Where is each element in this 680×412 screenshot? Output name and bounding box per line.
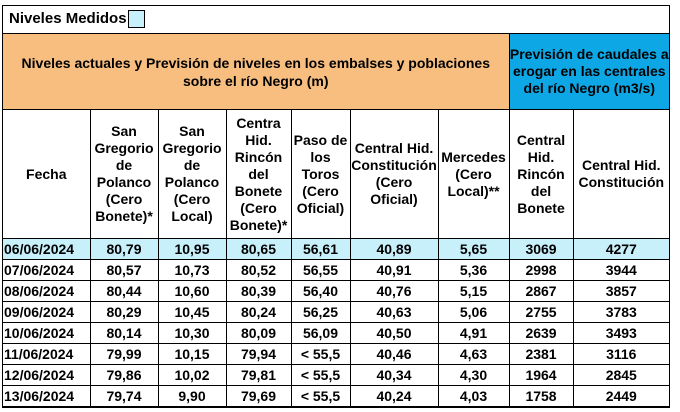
column-header-fecha: Fecha	[3, 110, 90, 239]
cell-fecha: 08/06/2024	[3, 281, 90, 302]
column-header-rincon-del-bonete-level: Centra Hid. Rincón del Bonete (Cero Bonete)*	[226, 110, 291, 239]
cell-constitucion-flow: 3944	[573, 260, 669, 281]
cell-rincon-del-bonete-level: 79,69	[226, 386, 291, 407]
cell-rincon-del-bonete-level: 80,52	[226, 260, 291, 281]
column-header-san-gregorio-cero-bonete: San Gregorio de Polanco (Cero Bonete)*	[90, 110, 158, 239]
table-row	[3, 344, 669, 365]
levels-forecast-table-frame	[2, 5, 670, 408]
cell-paso-de-los-toros: 56,25	[291, 302, 350, 323]
cell-san-gregorio-cero-local: 9,90	[158, 386, 226, 407]
cell-constitucion-flow: 2845	[573, 365, 669, 386]
cell-fecha: 09/06/2024	[3, 302, 90, 323]
levels-group-header: Niveles actuales y Previsión de niveles en los embalses y poblaciones sobre el río Negro (m)	[3, 34, 509, 110]
legend-swatch	[128, 10, 145, 28]
cell-mercedes: 4,30	[438, 365, 509, 386]
column-header-rincon-del-bonete-flow: Central Hid. Rincón del Bonete	[509, 110, 573, 239]
table-row	[3, 260, 669, 281]
cell-constitucion-level: 40,34	[350, 365, 438, 386]
cell-constitucion-flow: 3116	[573, 344, 669, 365]
flows-group-header: Previsión de caudales a erogar en las centrales del río Negro (m3/s)	[509, 34, 669, 110]
cell-fecha: 13/06/2024	[3, 386, 90, 407]
column-header-paso-de-los-toros: Paso de los Toros (Cero Oficial)	[291, 110, 350, 239]
cell-san-gregorio-cero-bonete: 79,74	[90, 386, 158, 407]
cell-rincon-del-bonete-flow: 1758	[509, 386, 573, 407]
cell-san-gregorio-cero-bonete: 80,44	[90, 281, 158, 302]
levels-forecast-table	[3, 34, 669, 407]
cell-san-gregorio-cero-bonete: 80,14	[90, 323, 158, 344]
cell-rincon-del-bonete-level: 79,81	[226, 365, 291, 386]
cell-fecha: 11/06/2024	[3, 344, 90, 365]
column-header-mercedes: Mercedes (Cero Local)**	[438, 110, 509, 239]
cell-constitucion-level: 40,91	[350, 260, 438, 281]
cell-rincon-del-bonete-flow: 2998	[509, 260, 573, 281]
cell-rincon-del-bonete-flow: 2381	[509, 344, 573, 365]
cell-rincon-del-bonete-flow: 2639	[509, 323, 573, 344]
cell-paso-de-los-toros: < 55,5	[291, 344, 350, 365]
cell-mercedes: 5,36	[438, 260, 509, 281]
cell-rincon-del-bonete-level: 80,24	[226, 302, 291, 323]
cell-san-gregorio-cero-local: 10,60	[158, 281, 226, 302]
cell-mercedes: 4,91	[438, 323, 509, 344]
cell-constitucion-level: 40,63	[350, 302, 438, 323]
cell-paso-de-los-toros: < 55,5	[291, 386, 350, 407]
cell-paso-de-los-toros: 56,61	[291, 239, 350, 260]
column-header-san-gregorio-cero-local: San Gregorio de Polanco (Cero Local)	[158, 110, 226, 239]
cell-mercedes: 5,06	[438, 302, 509, 323]
table-row	[3, 365, 669, 386]
cell-constitucion-level: 40,89	[350, 239, 438, 260]
cell-san-gregorio-cero-bonete: 80,57	[90, 260, 158, 281]
cell-constitucion-level: 40,24	[350, 386, 438, 407]
table-row	[3, 302, 669, 323]
cell-san-gregorio-cero-bonete: 79,86	[90, 365, 158, 386]
cell-rincon-del-bonete-flow: 2867	[509, 281, 573, 302]
cell-rincon-del-bonete-flow: 1964	[509, 365, 573, 386]
cell-fecha: 10/06/2024	[3, 323, 90, 344]
cell-constitucion-flow: 3857	[573, 281, 669, 302]
cell-paso-de-los-toros: 56,09	[291, 323, 350, 344]
cell-rincon-del-bonete-flow: 3069	[509, 239, 573, 260]
cell-mercedes: 5,15	[438, 281, 509, 302]
cell-rincon-del-bonete-level: 80,65	[226, 239, 291, 260]
cell-san-gregorio-cero-local: 10,02	[158, 365, 226, 386]
cell-san-gregorio-cero-local: 10,73	[158, 260, 226, 281]
legend-label: Niveles Medidos	[9, 10, 127, 27]
cell-mercedes: 4,63	[438, 344, 509, 365]
cell-constitucion-flow: 3493	[573, 323, 669, 344]
cell-fecha: 06/06/2024	[3, 239, 90, 260]
cell-constitucion-level: 40,46	[350, 344, 438, 365]
cell-san-gregorio-cero-bonete: 80,79	[90, 239, 158, 260]
cell-san-gregorio-cero-bonete: 80,29	[90, 302, 158, 323]
cell-mercedes: 5,65	[438, 239, 509, 260]
cell-san-gregorio-cero-bonete: 79,99	[90, 344, 158, 365]
legend-row	[3, 6, 669, 34]
cell-san-gregorio-cero-local: 10,95	[158, 239, 226, 260]
cell-paso-de-los-toros: < 55,5	[291, 365, 350, 386]
cell-rincon-del-bonete-level: 80,09	[226, 323, 291, 344]
cell-rincon-del-bonete-level: 79,94	[226, 344, 291, 365]
cell-fecha: 12/06/2024	[3, 365, 90, 386]
column-header-constitucion-flow: Central Hid. Constitución	[573, 110, 669, 239]
cell-constitucion-flow: 4277	[573, 239, 669, 260]
table-row	[3, 281, 669, 302]
cell-san-gregorio-cero-local: 10,45	[158, 302, 226, 323]
cell-mercedes: 4,03	[438, 386, 509, 407]
cell-san-gregorio-cero-local: 10,30	[158, 323, 226, 344]
cell-san-gregorio-cero-local: 10,15	[158, 344, 226, 365]
cell-constitucion-flow: 3783	[573, 302, 669, 323]
table-row	[3, 323, 669, 344]
cell-constitucion-level: 40,76	[350, 281, 438, 302]
cell-paso-de-los-toros: 56,55	[291, 260, 350, 281]
table-row	[3, 239, 669, 260]
cell-constitucion-level: 40,50	[350, 323, 438, 344]
cell-paso-de-los-toros: 56,40	[291, 281, 350, 302]
cell-rincon-del-bonete-flow: 2755	[509, 302, 573, 323]
table-row	[3, 386, 669, 407]
cell-constitucion-flow: 2449	[573, 386, 669, 407]
column-header-constitucion-level: Central Hid. Constitución (Cero Oficial)	[350, 110, 438, 239]
cell-rincon-del-bonete-level: 80,39	[226, 281, 291, 302]
cell-fecha: 07/06/2024	[3, 260, 90, 281]
